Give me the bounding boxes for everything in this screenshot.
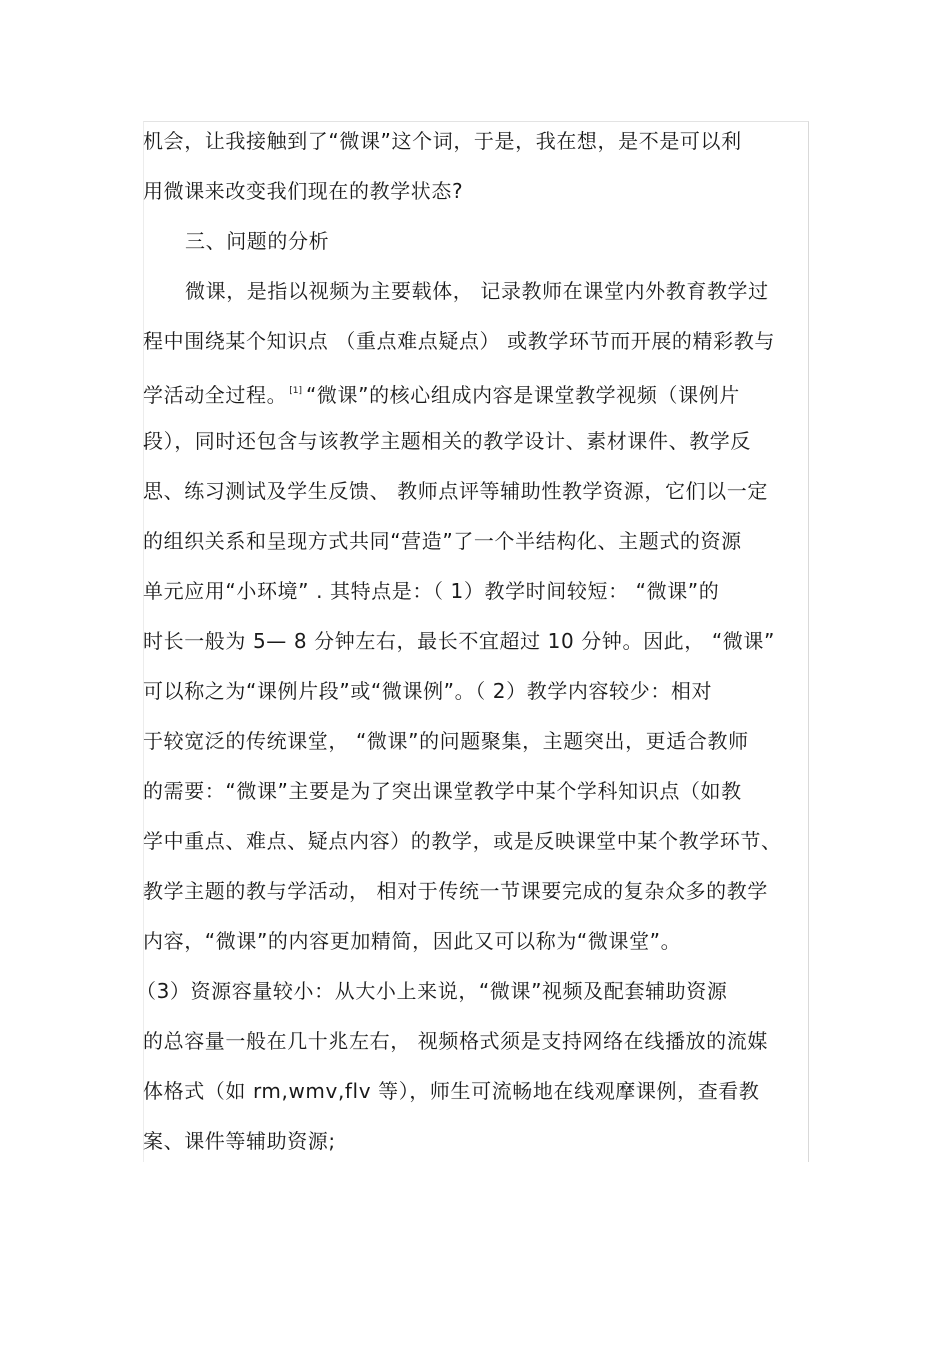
text-line: 教学主题的教与学活动， 相对于传统一节课要完成的复杂众多的教学 [143, 879, 768, 903]
text-line: 学中重点、难点、疑点内容）的教学，或是反映课堂中某个教学环节、 [143, 829, 782, 853]
text-line: 微课，是指以视频为主要载体， 记录教师在课堂内外教育教学过 [185, 279, 769, 303]
text-line: 于较宽泛的传统课堂， “微课”的问题聚集，主题突出，更适合教师 [143, 729, 749, 753]
text-line: （3）资源容量较小：从大小上来说，“微课”视频及配套辅助资源 [136, 979, 728, 1003]
text-line: 时长一般为 5— 8 分钟左右，最长不宜超过 10 分钟。因此， “微课” [143, 629, 775, 653]
text-line: 案、课件等辅助资源; [143, 1129, 336, 1153]
text-line: 段），同时还包含与该教学主题相关的教学设计、素材课件、教学反 [143, 429, 751, 453]
text-line: 程中围绕某个知识点 （重点难点疑点） 或教学环节而开展的精彩教与 [143, 329, 775, 353]
section-heading: 三、问题的分析 [185, 229, 330, 253]
text-line: 思、练习测试及学生反馈、 教师点评等辅助性教学资源，它们以一定 [143, 479, 768, 503]
text-line: 单元应用“小环境” . 其特点是：（ 1）教学时间较短： “微课”的 [143, 579, 720, 603]
citation-marker: [1] [289, 386, 302, 396]
text-line: 用微课来改变我们现在的教学状态? [143, 179, 464, 203]
text-line-with-citation [143, 377, 740, 409]
text-segment: “微课”的核心组成内容是课堂教学视频（课例片 [305, 383, 740, 407]
text-line: 的组织关系和呈现方式共同“营造”了一个半结构化、主题式的资源 [143, 529, 742, 553]
text-line: 可以称之为“课例片段”或“微课例”。（ 2）教学内容较少：相对 [143, 679, 713, 703]
text-segment: 学活动全过程。 [143, 383, 288, 407]
text-line: 的需要：“微课”主要是为了突出课堂教学中某个学科知识点（如教 [143, 779, 742, 803]
text-line: 内容，“微课”的内容更加精简，因此又可以称为“微课堂”。 [143, 929, 682, 953]
text-line: 机会，让我接触到了“微课”这个词，于是，我在想，是不是可以利 [143, 129, 742, 153]
text-line: 体格式（如 rm,wmv,flv 等），师生可流畅地在线观摩课例，查看教 [143, 1079, 760, 1103]
text-line: 的总容量一般在几十兆左右， 视频格式须是支持网络在线播放的流媒 [143, 1029, 768, 1053]
